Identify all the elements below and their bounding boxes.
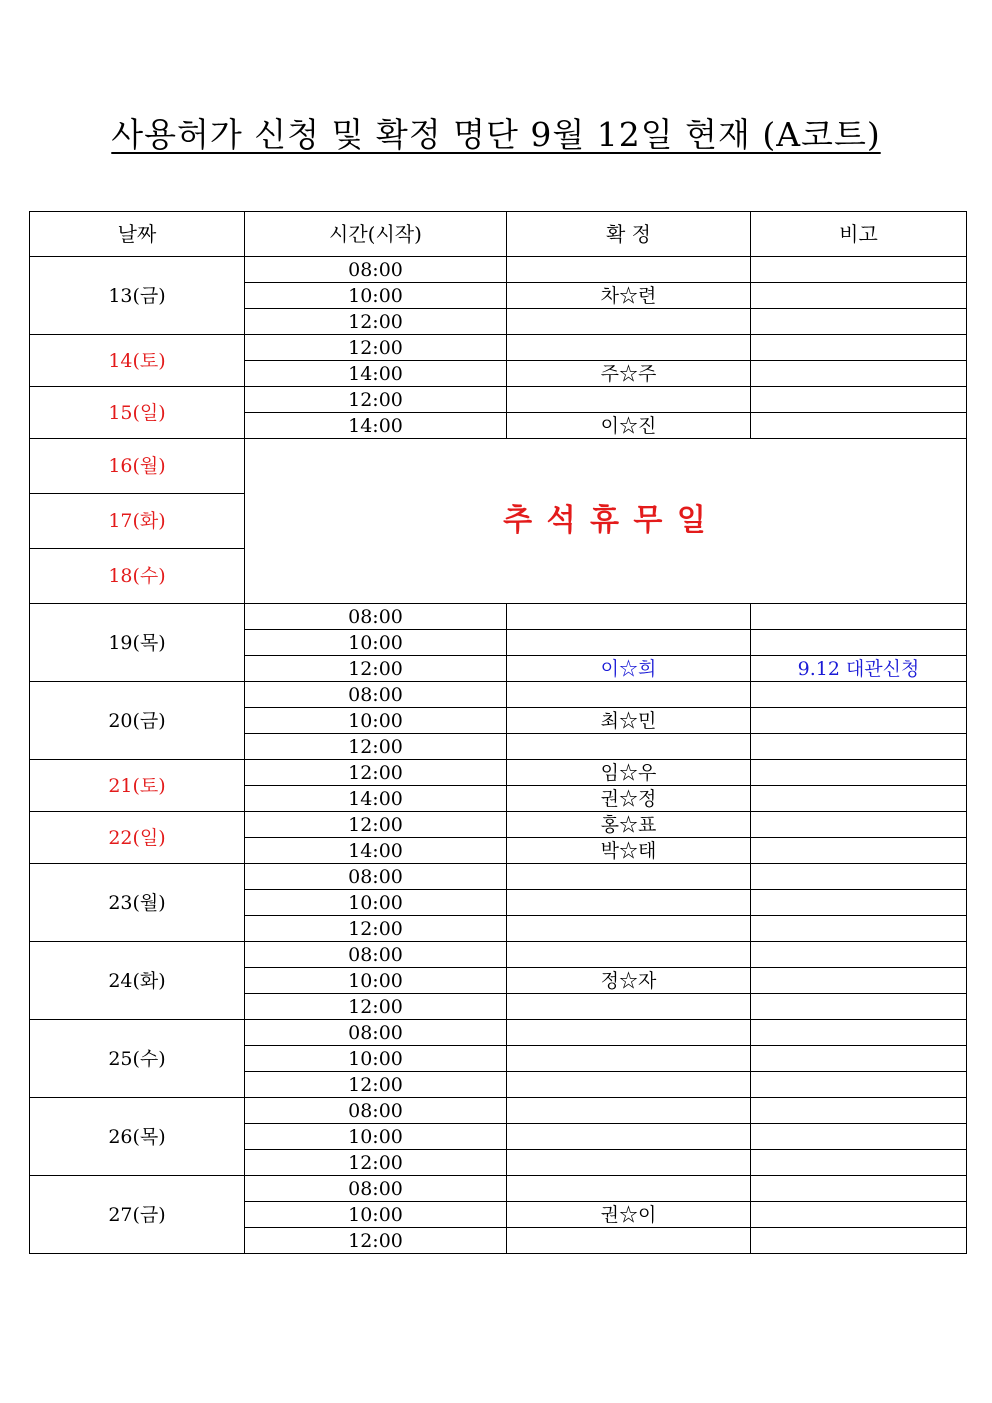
time-cell: 08:00: [245, 942, 507, 968]
confirm-cell: 이☆진: [507, 413, 751, 439]
date-cell: 21(토): [30, 760, 245, 812]
confirm-cell: [507, 604, 751, 630]
time-cell: 10:00: [245, 968, 507, 994]
date-cell: 19(목): [30, 604, 245, 682]
date-cell: 26(목): [30, 1098, 245, 1176]
time-cell: 08:00: [245, 682, 507, 708]
time-cell: 12:00: [245, 1072, 507, 1098]
confirm-cell: 이☆희: [507, 656, 751, 682]
time-cell: 12:00: [245, 760, 507, 786]
table-row: [30, 604, 967, 630]
confirm-cell: [507, 1176, 751, 1202]
confirm-cell: [507, 1150, 751, 1176]
note-cell: [751, 1228, 967, 1254]
confirm-cell: [507, 942, 751, 968]
time-cell: 08:00: [245, 1020, 507, 1046]
time-cell: 10:00: [245, 890, 507, 916]
confirm-cell: 정☆자: [507, 968, 751, 994]
note-cell: [751, 734, 967, 760]
confirm-cell: [507, 1124, 751, 1150]
confirm-cell: 임☆우: [507, 760, 751, 786]
note-cell: [751, 682, 967, 708]
confirm-cell: 최☆민: [507, 708, 751, 734]
page-title: [0, 112, 992, 158]
note-cell: [751, 1098, 967, 1124]
confirm-cell: 주☆주: [507, 361, 751, 387]
confirm-cell: [507, 1098, 751, 1124]
time-cell: 12:00: [245, 994, 507, 1020]
time-cell: 14:00: [245, 361, 507, 387]
note-cell: 9.12 대관신청: [751, 656, 967, 682]
table-row: [30, 1020, 967, 1046]
note-cell: [751, 413, 967, 439]
note-cell: [751, 864, 967, 890]
time-cell: 10:00: [245, 1202, 507, 1228]
time-cell: 14:00: [245, 786, 507, 812]
time-cell: 08:00: [245, 604, 507, 630]
date-cell: 14(토): [30, 335, 245, 387]
confirm-cell: 권☆이: [507, 1202, 751, 1228]
time-cell: 08:00: [245, 257, 507, 283]
date-cell: 16(월): [30, 439, 245, 494]
time-cell: 08:00: [245, 864, 507, 890]
time-cell: 12:00: [245, 916, 507, 942]
confirm-cell: [507, 1020, 751, 1046]
header-row: [30, 212, 967, 257]
table-row: [30, 1098, 967, 1124]
date-cell: 13(금): [30, 257, 245, 335]
time-cell: 12:00: [245, 734, 507, 760]
note-cell: [751, 786, 967, 812]
confirm-cell: 박☆태: [507, 838, 751, 864]
confirm-cell: [507, 335, 751, 361]
table-row: [30, 942, 967, 968]
header-time: 시간(시작): [245, 212, 507, 257]
date-cell: 23(월): [30, 864, 245, 942]
confirm-cell: [507, 734, 751, 760]
date-cell: 22(일): [30, 812, 245, 864]
table-row: [30, 812, 967, 838]
confirm-cell: [507, 682, 751, 708]
note-cell: [751, 604, 967, 630]
note-cell: [751, 968, 967, 994]
table-row: [30, 1176, 967, 1202]
date-cell: 15(일): [30, 387, 245, 439]
note-cell: [751, 309, 967, 335]
table-row: [30, 760, 967, 786]
confirm-cell: [507, 257, 751, 283]
time-cell: 10:00: [245, 283, 507, 309]
schedule-table: [29, 211, 967, 1254]
time-cell: 10:00: [245, 1124, 507, 1150]
time-cell: 08:00: [245, 1176, 507, 1202]
holiday-notice: 추 석 휴 무 일: [245, 439, 967, 604]
confirm-cell: 권☆정: [507, 786, 751, 812]
confirm-cell: 홍☆표: [507, 812, 751, 838]
note-cell: [751, 387, 967, 413]
confirm-cell: [507, 1228, 751, 1254]
time-cell: 12:00: [245, 387, 507, 413]
table-row: [30, 864, 967, 890]
page-title-text: 사용허가 신청 및 확정 명단 9월 12일 현재 (A코트): [111, 115, 881, 154]
time-cell: 12:00: [245, 1228, 507, 1254]
note-cell: [751, 1202, 967, 1228]
date-cell: 27(금): [30, 1176, 245, 1254]
note-cell: [751, 994, 967, 1020]
note-cell: [751, 890, 967, 916]
note-cell: [751, 1072, 967, 1098]
table-row: [30, 387, 967, 413]
date-cell: 18(수): [30, 549, 245, 604]
confirm-cell: [507, 309, 751, 335]
schedule-body: [30, 257, 967, 1254]
table-row: [30, 257, 967, 283]
note-cell: [751, 838, 967, 864]
confirm-cell: [507, 890, 751, 916]
header-confirm: 확 정: [507, 212, 751, 257]
confirm-cell: [507, 630, 751, 656]
note-cell: [751, 257, 967, 283]
note-cell: [751, 916, 967, 942]
confirm-cell: [507, 387, 751, 413]
date-cell: 17(화): [30, 494, 245, 549]
time-cell: 14:00: [245, 413, 507, 439]
confirm-cell: [507, 994, 751, 1020]
time-cell: 12:00: [245, 656, 507, 682]
confirm-cell: [507, 1046, 751, 1072]
note-cell: [751, 283, 967, 309]
note-cell: [751, 1176, 967, 1202]
header-date: 날짜: [30, 212, 245, 257]
table-row: [30, 682, 967, 708]
time-cell: 10:00: [245, 630, 507, 656]
time-cell: 12:00: [245, 309, 507, 335]
time-cell: 12:00: [245, 812, 507, 838]
note-cell: [751, 361, 967, 387]
note-cell: [751, 812, 967, 838]
time-cell: 10:00: [245, 1046, 507, 1072]
table-row: [30, 335, 967, 361]
note-cell: [751, 760, 967, 786]
date-cell: 20(금): [30, 682, 245, 760]
table-row: [30, 439, 967, 494]
confirm-cell: [507, 864, 751, 890]
confirm-cell: [507, 1072, 751, 1098]
time-cell: 08:00: [245, 1098, 507, 1124]
note-cell: [751, 1124, 967, 1150]
note-cell: [751, 1020, 967, 1046]
note-cell: [751, 335, 967, 361]
note-cell: [751, 708, 967, 734]
time-cell: 12:00: [245, 335, 507, 361]
note-cell: [751, 1046, 967, 1072]
date-cell: 24(화): [30, 942, 245, 1020]
header-note: 비고: [751, 212, 967, 257]
time-cell: 14:00: [245, 838, 507, 864]
note-cell: [751, 942, 967, 968]
note-cell: [751, 630, 967, 656]
time-cell: 12:00: [245, 1150, 507, 1176]
note-cell: [751, 1150, 967, 1176]
confirm-cell: 차☆련: [507, 283, 751, 309]
time-cell: 10:00: [245, 708, 507, 734]
confirm-cell: [507, 916, 751, 942]
date-cell: 25(수): [30, 1020, 245, 1098]
